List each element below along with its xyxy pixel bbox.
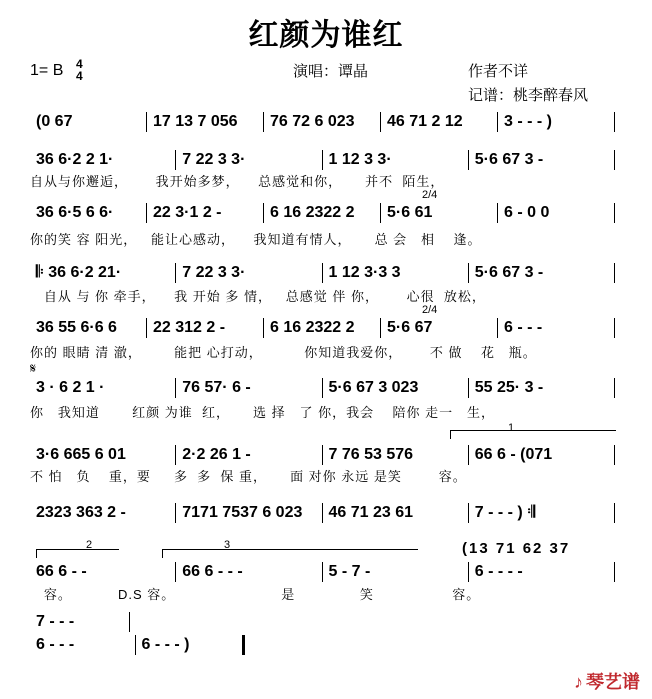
barline [614, 503, 615, 523]
measure: 5·6 67 3 - [474, 264, 544, 281]
lyrics-line: 你 我知道 红颜 为谁 红， 选 择 了 你，我会 陪你 走一 生， [30, 405, 495, 420]
volta-2-bracket [36, 549, 119, 558]
measure: 5·6 67 3 - [474, 151, 544, 168]
staff-row [30, 611, 130, 633]
staff-row [30, 377, 615, 399]
measure: 76 57· 6 - [182, 379, 251, 396]
volta-3-bracket [162, 549, 418, 558]
measure: 1 12 3 3· [328, 151, 392, 168]
measure: 5·6 67 [387, 319, 433, 336]
measure: 2323 363 2 - [36, 504, 126, 521]
measure: 22 312 2 - [153, 319, 226, 336]
measure: 7171 7537 6 023 [182, 504, 303, 521]
measure: 22 3·1 2 - [153, 204, 222, 221]
measure: 6 16 2322 2 [270, 204, 355, 221]
singer-credit: 演唱：谭晶 [293, 63, 369, 80]
measure: 36 55 6·6 6 [36, 319, 117, 336]
measure: 46 71 23 61 [328, 504, 414, 521]
barline [614, 150, 615, 170]
measure: 7 - - - ) 𝄇 [474, 504, 535, 521]
barline [614, 203, 615, 223]
barline [614, 318, 615, 338]
measure: 55 25· 3 - [474, 379, 544, 396]
staff-row [30, 634, 245, 656]
measure: 7 - - - [36, 613, 75, 630]
measure: (0 67 [36, 113, 73, 130]
lyrics-line: 你的笑 容 阳光， 能让心感动， 我知道有情人， 总 会 相 逢。 [30, 232, 482, 247]
coda-intro-notes: (13 71 62 37 [462, 540, 571, 557]
measure: 5·6 61 [387, 204, 433, 221]
measure: 7 22 3 3· [182, 151, 246, 168]
lyrics-line: 自从 与 你 牵手， 我 开始 多 情， 总感觉 伴 你， 心很 放松， [30, 289, 486, 304]
staff-row [30, 317, 615, 339]
measure: 76 72 6 023 [270, 113, 355, 130]
measure: 66 6 - - - [182, 563, 243, 580]
volta-1-label: 1 [508, 422, 515, 434]
volta-1-bracket [450, 430, 616, 439]
barline [614, 445, 615, 465]
staff-row [30, 262, 615, 284]
measure: 6 - - - - [474, 563, 523, 580]
barline [614, 562, 615, 582]
staff-row [30, 202, 615, 224]
meter-change-label: 2/4 [422, 304, 438, 316]
watermark-text: 琴艺谱 [586, 672, 640, 692]
song-title: 红颜为谁红 [248, 18, 404, 53]
barline [614, 112, 615, 132]
measure: 46 71 2 12 [387, 113, 463, 130]
measure: 6 - 0 0 [504, 204, 550, 221]
measure: 6 - - - [504, 319, 543, 336]
segno-sign: 𝄋 [30, 360, 37, 376]
transcriber-credit: 记谱：桃李醉春风 [468, 87, 589, 104]
staff-row [30, 561, 615, 583]
staff-row [30, 111, 615, 133]
lyrics-line: 你的 眼睛 清 澈， 能把 心打动， 你知道我爱你， 不 做 花 瓶。 [30, 345, 537, 360]
staff-row [30, 502, 615, 524]
measure: 7 22 3 3· [182, 264, 246, 281]
measure: 6 - - - [36, 636, 75, 653]
measure: 36 6·2 2 1· [36, 151, 114, 168]
volta-3-label: 3 [224, 539, 231, 551]
measure: 7 76 53 576 [328, 446, 414, 463]
measure: 36 6·5 6 6· [36, 204, 114, 221]
staff-row [30, 149, 615, 171]
measure: 17 13 7 056 [153, 113, 238, 130]
barline [614, 378, 615, 398]
meter-change-label: 2/4 [422, 189, 438, 201]
watermark-logo [574, 671, 640, 693]
author-credit: 作者不详 [468, 63, 529, 80]
lyrics-line: 容。 D.S 容。 是 笑 容。 [30, 587, 481, 602]
staff-row [30, 444, 615, 466]
measure: 1 12 3·3 3 [328, 264, 401, 281]
measure: 2·2 26 1 - [182, 446, 251, 463]
measure: 6 16 2322 2 [270, 319, 355, 336]
volta-2-label: 2 [86, 539, 93, 551]
time-bottom: 4 [76, 69, 83, 83]
music-note-icon: ♪ [574, 672, 583, 692]
time-top: 4 [76, 57, 83, 71]
barline [242, 635, 245, 655]
measure: 66 6 - (071 [474, 446, 553, 463]
measure: 66 6 - - [36, 563, 87, 580]
measure: 3 · 6 2 1 · [36, 379, 105, 396]
lyrics-line: 自从与你邂逅， 我开始多梦， 总感觉和你， 并不 陌生， [30, 174, 445, 189]
time-signature [76, 58, 83, 82]
measure: 6 - - - ) [141, 636, 190, 653]
barline [129, 612, 130, 632]
key-signature: 1= B [30, 62, 64, 79]
measure: 3·6 665 6 01 [36, 446, 126, 463]
measure: 𝄆 36 6·2 21· [36, 264, 122, 281]
measure: 3 - - - ) [504, 113, 552, 130]
lyrics-line: 不 怕 负 重，要 多 多 保 重， 面 对你 永远 是笑 容。 [30, 469, 467, 484]
measure: 5·6 67 3 023 [328, 379, 419, 396]
measure: 5 - 7 - [328, 563, 371, 580]
barline [614, 263, 615, 283]
